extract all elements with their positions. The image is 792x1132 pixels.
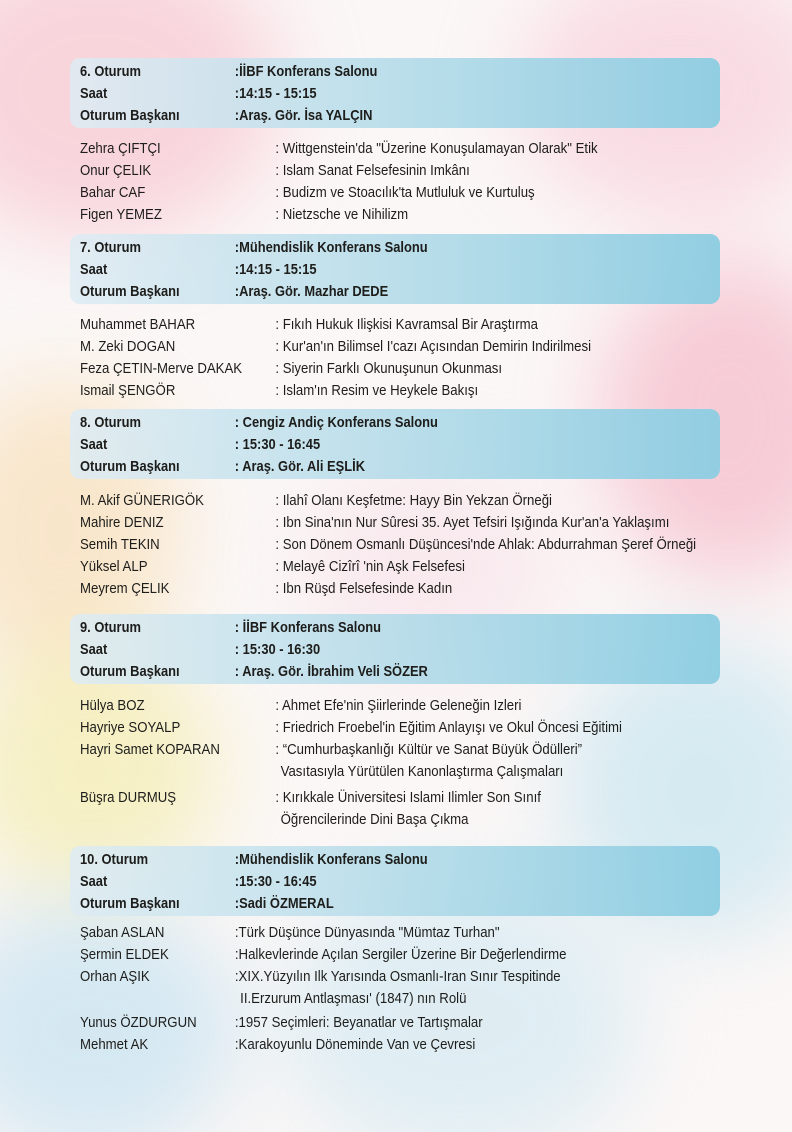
session-time-row bbox=[80, 873, 317, 895]
session-hall: :Mühendislik Konferans Salonu bbox=[234, 239, 428, 256]
session-time-row bbox=[80, 641, 320, 663]
paper-row bbox=[80, 811, 468, 833]
paper-title: II.Erzurum Antlaşması' (1847) nın Rolü bbox=[240, 990, 467, 1007]
session-time: : 15:30 - 16:30 bbox=[234, 641, 321, 658]
author-name: Onur ÇELIK bbox=[80, 162, 152, 179]
author-name: Hayriye SOYALP bbox=[80, 719, 181, 736]
time-label: Saat bbox=[80, 873, 108, 890]
paper-title: :1957 Seçimleri: Beyanatlar ve Tartışmalar bbox=[234, 1014, 483, 1031]
session-hall: :Mühendislik Konferans Salonu bbox=[234, 851, 428, 868]
session-title-row bbox=[80, 851, 428, 873]
session-number: 7. Oturum bbox=[80, 239, 141, 256]
paper-title: : Islam Sanat Felsefesinin Imkânı bbox=[275, 162, 470, 179]
author-name: Zehra ÇIFTÇI bbox=[80, 140, 161, 157]
time-label: Saat bbox=[80, 641, 108, 658]
paper-row bbox=[80, 697, 521, 719]
paper-row bbox=[80, 184, 535, 206]
session-hall: :İİBF Konferans Salonu bbox=[234, 63, 378, 80]
paper-row bbox=[80, 763, 563, 785]
paper-row bbox=[80, 946, 567, 968]
author-name: Muhammet BAHAR bbox=[80, 316, 196, 333]
author-name: Yunus ÖZDURGUN bbox=[80, 1014, 197, 1031]
paper-title: : Son Dönem Osmanlı Düşüncesi'nde Ahlak: Abdurrahman Şeref Örneği bbox=[275, 536, 697, 553]
session-chair: : Araş. Gör. İbrahim Veli SÖZER bbox=[234, 663, 428, 680]
session-time: :15:30 - 16:45 bbox=[234, 873, 317, 890]
author-name: Figen YEMEZ bbox=[80, 206, 162, 223]
session-chair: :Araş. Gör. İsa YALÇIN bbox=[234, 107, 373, 124]
session-hall: : İİBF Konferans Salonu bbox=[234, 619, 382, 636]
author-name: Mahire DENIZ bbox=[80, 514, 164, 531]
author-name: Şaban ASLAN bbox=[80, 924, 165, 941]
paper-title: : Nietzsche ve Nihilizm bbox=[275, 206, 409, 223]
paper-title: : “Cumhurbaşkanlığı Kültür ve Sanat Büyük Ödülleri” bbox=[275, 741, 583, 758]
author-name: Yüksel ALP bbox=[80, 558, 148, 575]
session-number: 9. Oturum bbox=[80, 619, 141, 636]
session-number: 10. Oturum bbox=[80, 851, 149, 868]
session-chair: : Araş. Gör. Ali EŞLİK bbox=[234, 458, 366, 475]
chair-label: Oturum Başkanı bbox=[80, 107, 180, 124]
paper-row bbox=[80, 580, 452, 602]
paper-title: : Melayê Cizîrî 'nin Aşk Felsefesi bbox=[275, 558, 465, 575]
author-name: Semih TEKIN bbox=[80, 536, 160, 553]
session-time: : 15:30 - 16:45 bbox=[234, 436, 321, 453]
session-time-row bbox=[80, 261, 317, 283]
session-chair-row bbox=[80, 663, 428, 685]
paper-title: : Ibn Rüşd Felsefesinde Kadın bbox=[275, 580, 453, 597]
paper-row bbox=[80, 719, 622, 741]
paper-title: Vasıtasıyla Yürütülen Kanonlaştırma Çalışmaları bbox=[280, 763, 564, 780]
time-label: Saat bbox=[80, 85, 108, 102]
paper-title: : Islam'ın Resim ve Heykele Bakışı bbox=[275, 382, 479, 399]
paper-title: :XIX.Yüzyılın Ilk Yarısında Osmanlı-Iran Sınır Tespitinde bbox=[234, 968, 561, 985]
paper-row bbox=[80, 338, 591, 360]
session-title-row bbox=[80, 414, 438, 436]
session-chair-row bbox=[80, 283, 388, 305]
paper-row bbox=[80, 1036, 475, 1058]
time-label: Saat bbox=[80, 261, 108, 278]
time-label: Saat bbox=[80, 436, 108, 453]
author-name: Feza ÇETIN-Merve DAKAK bbox=[80, 360, 243, 377]
paper-title: : Kırıkkale Üniversitesi Islami Ilimler Son Sınıf bbox=[275, 789, 541, 806]
session-title-row bbox=[80, 619, 381, 641]
session-chair-row bbox=[80, 107, 372, 129]
author-name: Hayri Samet KOPARAN bbox=[80, 741, 220, 758]
author-name: M. Zeki DOGAN bbox=[80, 338, 176, 355]
author-name: Mehmet AK bbox=[80, 1036, 149, 1053]
paper-row bbox=[80, 558, 465, 580]
paper-row bbox=[80, 741, 582, 763]
paper-row bbox=[80, 968, 561, 990]
author-name: Hülya BOZ bbox=[80, 697, 145, 714]
paper-row bbox=[80, 1014, 483, 1036]
session-chair-row bbox=[80, 895, 334, 917]
paper-row bbox=[80, 990, 466, 1012]
chair-label: Oturum Başkanı bbox=[80, 895, 180, 912]
paper-row bbox=[80, 382, 478, 404]
session-time-row bbox=[80, 85, 317, 107]
author-name: Meyrem ÇELIK bbox=[80, 580, 170, 597]
author-name: Bahar CAF bbox=[80, 184, 146, 201]
session-title-row bbox=[80, 63, 377, 85]
session-chair: :Sadi ÖZMERAL bbox=[234, 895, 334, 912]
paper-row bbox=[80, 514, 669, 536]
paper-row bbox=[80, 162, 470, 184]
paper-title: :Karakoyunlu Döneminde Van ve Çevresi bbox=[234, 1036, 476, 1053]
author-name: Orhan AŞIK bbox=[80, 968, 150, 985]
session-time-row bbox=[80, 436, 320, 458]
paper-row bbox=[80, 789, 541, 811]
session-chair: :Araş. Gör. Mazhar DEDE bbox=[234, 283, 389, 300]
chair-label: Oturum Başkanı bbox=[80, 458, 180, 475]
paper-title: : Wittgenstein'da "Üzerine Konuşulamayan Olarak" Etik bbox=[275, 140, 598, 157]
paper-title: : Fıkıh Hukuk Ilişkisi Kavramsal Bir Araştırma bbox=[275, 316, 538, 333]
session-time: :14:15 - 15:15 bbox=[234, 261, 317, 278]
author-name: M. Akif GÜNERIGÖK bbox=[80, 492, 204, 509]
paper-row bbox=[80, 536, 696, 558]
session-time: :14:15 - 15:15 bbox=[234, 85, 317, 102]
session-hall: : Cengiz Andiç Konferans Salonu bbox=[234, 414, 438, 431]
author-name: Ismail ŞENGÖR bbox=[80, 382, 176, 399]
session-chair-row bbox=[80, 458, 365, 480]
paper-title: :Türk Düşünce Dünyasında "Mümtaz Turhan" bbox=[234, 924, 500, 941]
paper-title: : Kur'an'ın Bilimsel I'cazı Açısından Demirin Indirilmesi bbox=[275, 338, 592, 355]
author-name: Şermin ELDEK bbox=[80, 946, 169, 963]
paper-title: :Halkevlerinde Açılan Sergiler Üzerine Bir Değerlendirme bbox=[234, 946, 567, 963]
paper-row bbox=[80, 924, 500, 946]
paper-title: : Ahmet Efe'nin Şiirlerinde Geleneğin Izleri bbox=[275, 697, 522, 714]
session-number: 8. Oturum bbox=[80, 414, 141, 431]
chair-label: Oturum Başkanı bbox=[80, 283, 180, 300]
paper-row bbox=[80, 206, 408, 228]
paper-row bbox=[80, 492, 552, 514]
author-name: Büşra DURMUŞ bbox=[80, 789, 177, 806]
paper-title: Öğrencilerinde Dini Başa Çıkma bbox=[280, 811, 469, 828]
chair-label: Oturum Başkanı bbox=[80, 663, 180, 680]
paper-title: : Friedrich Froebel'in Eğitim Anlayışı ve Okul Öncesi Eğitimi bbox=[275, 719, 622, 736]
paper-title: : Ibn Sina'nın Nur Sûresi 35. Ayet Tefsiri Işığında Kur'an'a Yaklaşımı bbox=[275, 514, 670, 531]
paper-row bbox=[80, 360, 502, 382]
paper-title: : Budizm ve Stoacılık'ta Mutluluk ve Kurtuluş bbox=[275, 184, 535, 201]
paper-title: : Siyerin Farklı Okunuşunun Okunması bbox=[275, 360, 503, 377]
paper-row bbox=[80, 140, 598, 162]
paper-title: : Ilahî Olanı Keşfetme: Hayy Bin Yekzan Örneği bbox=[275, 492, 552, 509]
session-title-row bbox=[80, 239, 428, 261]
session-number: 6. Oturum bbox=[80, 63, 141, 80]
paper-row bbox=[80, 316, 538, 338]
